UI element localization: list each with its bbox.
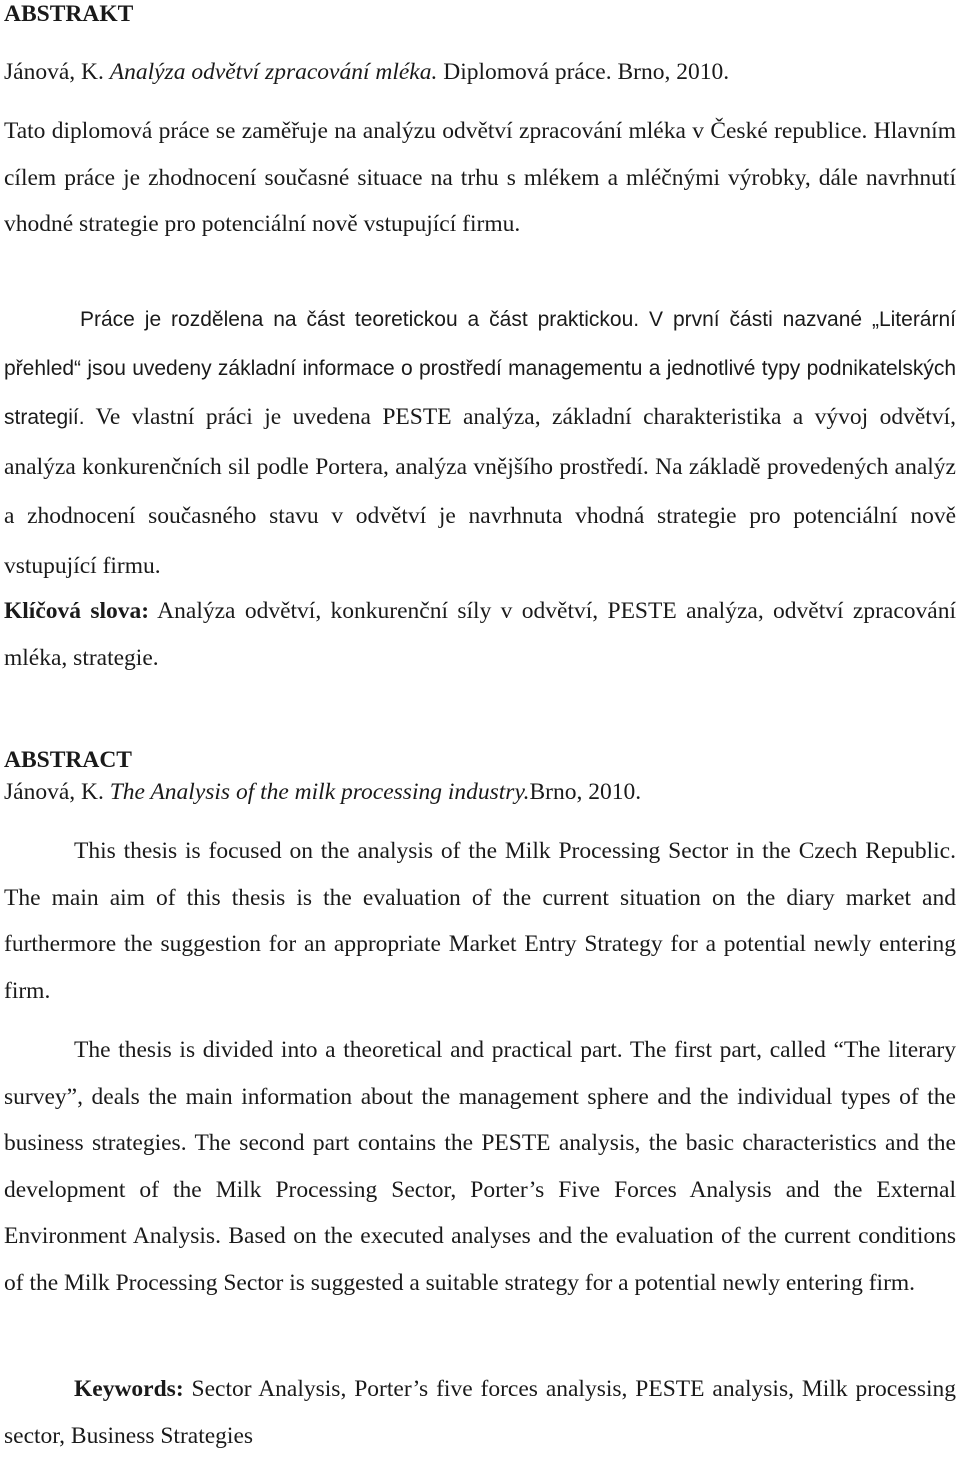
abstract-heading: ABSTRACT xyxy=(4,747,132,773)
cz-citation-title: Analýza odvětví zpracování mléka. xyxy=(109,59,438,85)
en-keywords-label: Keywords: xyxy=(74,1376,184,1402)
cz-citation-rest: Diplomová práce. Brno, 2010. xyxy=(437,59,730,85)
en-citation-rest: Brno, 2010. xyxy=(529,779,642,805)
cz-paragraph-1: Tato diplomová práce se zaměřuje na analýzu odvětví zpracování mléka v České republice. Hlavním cílem práce je zhodnocení současné situace na trhu s mlékem a mléčnými výrobky, dále navrhnutí vhodné strategie pro potenciální nově vstupující firmu. xyxy=(4,118,956,237)
abstrakt-heading: ABSTRAKT xyxy=(4,1,134,27)
cz-citation xyxy=(4,57,956,87)
cz-citation-author: Jánová, K. xyxy=(4,59,110,85)
cz-keywords-label: Klíčová slova: xyxy=(4,598,150,624)
en-citation xyxy=(4,777,956,807)
en-citation-title: The Analysis of the milk processing industry. xyxy=(109,779,530,805)
cz-keywords xyxy=(4,588,956,681)
en-keywords-text: Sector Analysis, Porter’s five forces analysis, PESTE analysis, Milk processing sector, Business Strategies xyxy=(4,1376,956,1449)
cz-keywords-text: Analýza odvětví, konkurenční síly v odvětví, PESTE analýza, odvětví zpracování mléka, strategie. xyxy=(4,598,956,671)
en-citation-author: Jánová, K. xyxy=(4,779,110,805)
en-keywords xyxy=(4,1366,956,1459)
cz-paragraph-2-serif: Ve vlastní práci je uvedena PESTE analýza, základní charakteristika a vývoj odvětví, analýza konkurenčních sil podle Portera, analýza vnějšího prostředí. Na základě provedených analýz a zhodnocení současného stavu v odvětví je navrhnuta vhodná strategie pro potenciální nově vstupující firmu. xyxy=(4,404,956,579)
cz-paragraph-2-sans: Práce je rozdělena na část teoretickou a část praktickou. V první části nazvané „Literární přehled“ jsou uvedeny základní informace o prostředí managementu a jednotlivé typy podnikatelských strategií. xyxy=(4,308,956,429)
en-paragraph-2: The thesis is divided into a theoretical and practical part. The first part, called “The literary survey”, deals the main information about the management sphere and the individual types of the business strategies. The second part contains the PESTE analysis, the basic characteristics and the development of the Milk Processing Sector, Porter’s Five Forces Analysis and the External Environment Analysis. Based on the executed analyses and the evaluation of the current conditions of the Milk Processing Sector is suggested a suitable strategy for a potential newly entering firm. xyxy=(4,1037,956,1296)
en-paragraph-1: This thesis is focused on the analysis of the Milk Processing Sector in the Czech Republic. The main aim of this thesis is the evaluation of the current situation on the diary market and furthermore the suggestion for an appropriate Market Entry Strategy for a potential newly entering firm. xyxy=(4,838,956,1004)
cz-paragraph-2 xyxy=(4,297,956,592)
